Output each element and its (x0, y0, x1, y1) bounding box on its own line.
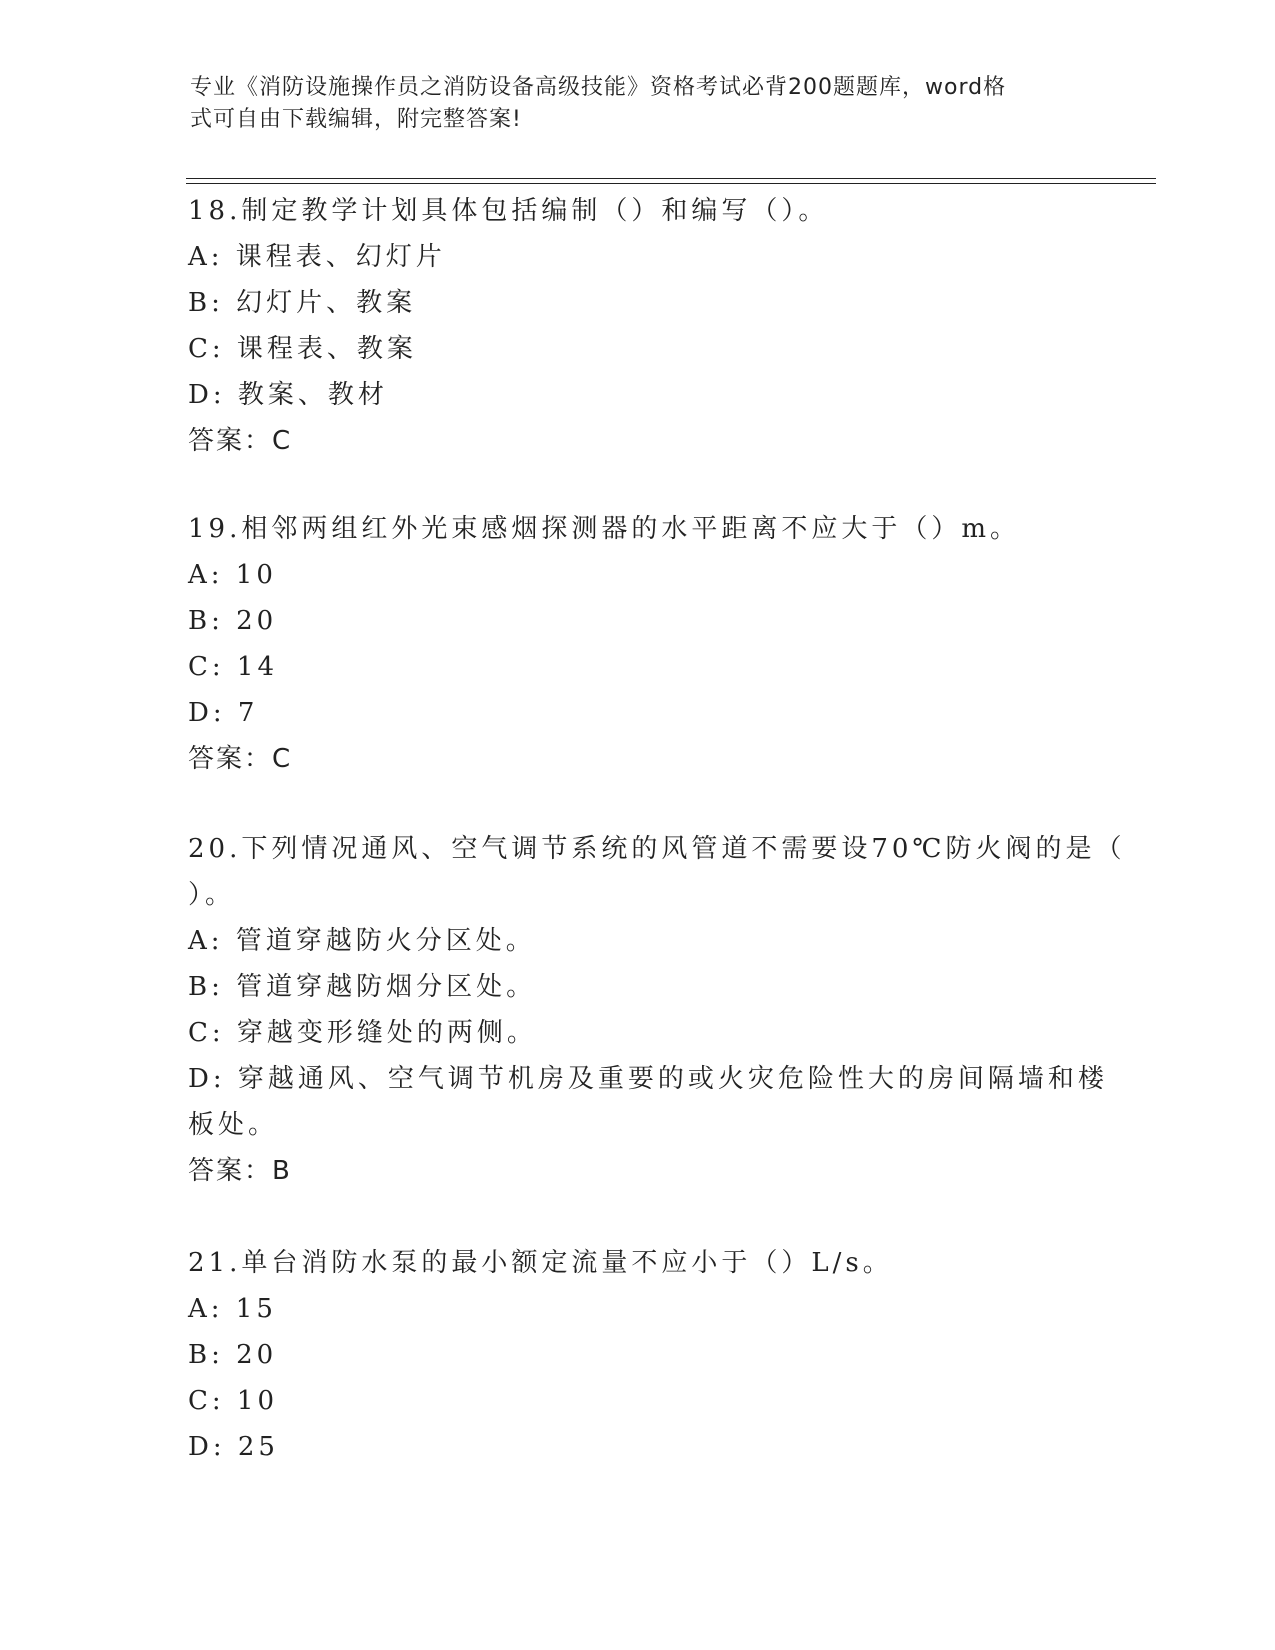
option-c: C: 课程表、教案 (188, 334, 417, 364)
question-20 (188, 826, 1126, 1194)
header-line-2: 式可自由下载编辑，附完整答案! (190, 107, 522, 132)
header-divider-bottom (186, 183, 1156, 184)
option-d-line-1: D: 穿越通风、空气调节机房及重要的或火灾危险性大的房间隔墙和楼 (188, 1064, 1108, 1094)
option-d: D: 25 (188, 1432, 279, 1462)
document-header (190, 72, 1090, 136)
option-d: D: 7 (188, 698, 259, 728)
answer: 答案：C (188, 744, 293, 774)
question-stem-line-2: ）。 (188, 880, 236, 910)
question-18 (188, 188, 1088, 464)
option-b: B: 幻灯片、教案 (188, 288, 417, 318)
question-19 (188, 506, 1088, 782)
answer: 答案：C (188, 426, 293, 456)
option-b: B: 20 (188, 1340, 278, 1370)
option-a: A: 管道穿越防火分区处。 (188, 926, 536, 956)
header-line-1: 专业《消防设施操作员之消防设备高级技能》资格考试必背200题题库，word格 (190, 75, 1007, 100)
header-divider-top (186, 178, 1156, 179)
option-a: A: 课程表、幻灯片 (188, 242, 446, 272)
option-c: C: 14 (188, 652, 279, 682)
question-stem-line-1: 20.下列情况通风、空气调节系统的风管道不需要设70℃防火阀的是（ (188, 834, 1126, 864)
question-stem: 21.单台消防水泵的最小额定流量不应小于（）L/s。 (188, 1248, 893, 1278)
option-d: D: 教案、教材 (188, 380, 388, 410)
option-a: A: 15 (188, 1294, 277, 1324)
option-b: B: 管道穿越防烟分区处。 (188, 972, 537, 1002)
question-stem: 19.相邻两组红外光束感烟探测器的水平距离不应大于（）m。 (188, 514, 1021, 544)
option-c: C: 10 (188, 1386, 279, 1416)
option-c: C: 穿越变形缝处的两侧。 (188, 1018, 537, 1048)
question-21 (188, 1240, 1088, 1470)
option-d-line-2: 板处。 (188, 1110, 279, 1140)
option-a: A: 10 (188, 560, 277, 590)
option-b: B: 20 (188, 606, 278, 636)
answer: 答案：B (188, 1156, 292, 1186)
question-stem: 18.制定教学计划具体包括编制（）和编写（）。 (188, 196, 829, 226)
